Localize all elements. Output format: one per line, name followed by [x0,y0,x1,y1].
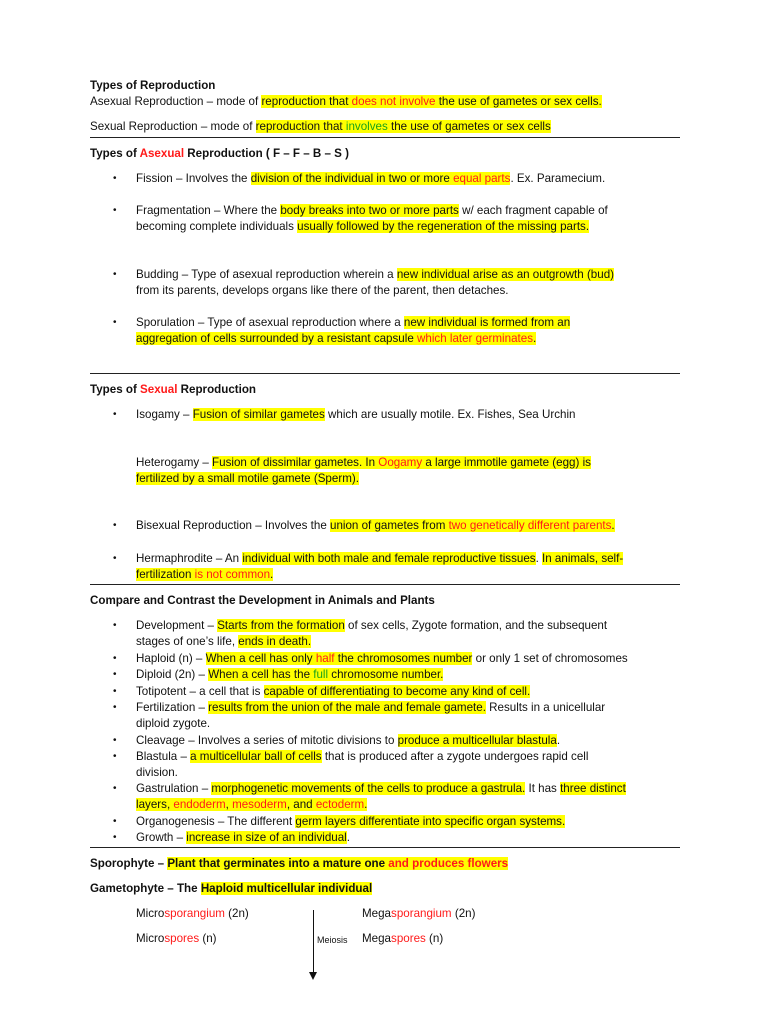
bullet-icon: • [113,751,117,762]
highlighted-text: When a cell has the [208,668,314,681]
text-run: Results in a unicellular [485,701,606,714]
text-run: from its parents, develops organs like there of the parent, then detaches. [136,284,509,297]
bullet-icon: • [113,173,117,184]
text-run: Totipotent – a cell that is [136,685,264,698]
highlighted-text: mesoderm [232,798,287,811]
text-run: . Ex. Paramecium. [510,172,606,185]
highlighted-text: , [225,798,233,811]
highlighted-text: ectoderm [315,798,365,811]
bullet-icon: • [113,832,117,843]
highlighted-text: division of the individual in two or more [250,172,454,185]
text-run: Fission – Involves the [136,172,251,185]
text-run: Haploid (n) – [136,652,206,665]
highlighted-text: Fusion of similar gametes [192,408,325,421]
text-line [136,733,560,748]
text-line [136,171,605,186]
text-line [362,931,443,946]
highlighted-text: the use of gametes or sex cells. [435,95,602,108]
text-run: Sporulation – Type of asexual reproduction where a [136,316,404,329]
highlighted-text: fertilized by a small motile gamete (Sperm). [136,472,359,485]
text-line [136,567,273,582]
text-run: or only 1 set of chromosomes [472,652,628,665]
text-run: (2n) [451,907,476,920]
text-run: Micro [136,932,165,945]
text-run: of sex cells, Zygote formation, and the subsequent [344,619,608,632]
highlighted-text: endoderm [173,798,226,811]
text-line [90,78,215,93]
text-line [136,331,536,346]
text-run: Sexual [140,383,178,396]
bullet-icon: • [113,669,117,680]
bullet-icon: • [113,653,117,664]
highlighted-text: fertilization [136,568,195,581]
text-line [136,765,178,780]
highlighted-text: , [166,798,174,811]
text-line [90,94,602,109]
text-line [136,716,210,731]
text-run: Organogenesis – The different [136,815,296,828]
text-line [136,219,589,234]
text-run: Types of [90,383,141,396]
text-line [136,814,565,829]
text-line [136,830,350,845]
text-line [136,749,588,764]
text-run: Hermaphrodite – An [136,552,243,565]
text-line [90,382,256,397]
text-run: that is produced after a zygote undergoes rapid cell [321,750,589,763]
highlighted-text: the chromosomes number [334,652,473,665]
highlighted-text: three distinct [560,782,626,795]
text-run: (2n) [224,907,249,920]
divider [90,847,680,848]
text-run: sporangium [391,907,452,920]
highlighted-text: results from the union of the male and female gamete. [208,701,486,714]
text-line [136,471,359,486]
bullet-icon: • [113,816,117,827]
bullet-icon: • [113,702,117,713]
highlighted-text: usually followed by the regeneration of the missing parts. [297,220,590,233]
text-run: Growth – [136,831,187,844]
highlighted-text: does not involve [351,95,436,108]
text-line [136,797,367,812]
highlighted-text: chromosome number. [328,668,444,681]
bullet-icon: • [113,686,117,697]
text-run: Sexual Reproduction – mode of [90,120,256,133]
highlighted-text: the use of gametes or sex cells [387,120,551,133]
meiosis-label: Meiosis [317,935,348,945]
text-run: Budding – Type of asexual reproduction wherein a [136,268,397,281]
highlighted-text: full [313,668,329,681]
highlighted-text: body breaks into two or more parts [280,204,459,217]
highlighted-text: layers [136,798,167,811]
text-line [136,667,443,682]
meiosis-arrow [313,910,314,974]
text-line [136,283,509,298]
text-run: Mega [362,932,392,945]
highlighted-text: , and [286,798,316,811]
text-line [90,119,551,134]
text-run: . [535,552,543,565]
text-line [136,315,570,330]
highlighted-text: When a cell has only [205,652,316,665]
text-run: Cleavage – Involves a series of mitotic divisions to [136,734,398,747]
highlighted-text: and produces flowers [388,857,509,870]
text-run: spores [391,932,426,945]
text-line [136,455,591,470]
highlighted-text: . [533,332,537,345]
highlighted-text: . [611,519,615,532]
text-run: Diploid (2n) – [136,668,209,681]
highlighted-text: which later germinates [417,332,533,345]
text-line [90,146,349,161]
text-line [90,856,508,871]
text-run: Asexual Reproduction – mode of [90,95,262,108]
text-run: Types of [90,147,140,160]
text-line [90,593,435,608]
bullet-icon: • [113,620,117,631]
highlighted-text: aggregation of cells surrounded by a resistant capsule [136,332,417,345]
bullet-icon: • [113,553,117,564]
text-run: Gametophyte – The [90,882,201,895]
text-line [136,267,614,282]
highlighted-text: new individual arise as an outgrowth (bud) [396,268,615,281]
text-line [136,203,608,218]
highlighted-text: equal parts [453,172,511,185]
text-line [136,551,623,566]
highlighted-text: reproduction that [255,120,346,133]
text-run: stages of one’s life, [136,635,239,648]
highlighted-text: morphogenetic movements of the cells to produce a gastrula. [211,782,526,795]
bullet-icon: • [113,735,117,746]
text-line [136,781,626,796]
text-run: Isogamy – [136,408,193,421]
highlighted-text: a large immotile gamete (egg) is [422,456,591,469]
text-run: division. [136,766,178,779]
text-run: Bisexual Reproduction – Involves the [136,519,330,532]
bullet-icon: • [113,783,117,794]
highlighted-text: germ layers differentiate into specific organ systems. [295,815,566,828]
bullet-icon: • [113,269,117,280]
text-run: spores [164,932,200,945]
highlighted-text: Fusion of dissimilar gametes. In [212,456,379,469]
highlighted-text: In animals, self- [542,552,624,565]
highlighted-text: ends in death. [238,635,312,648]
text-run: (n) [199,932,217,945]
text-run: . [556,734,561,747]
text-line [136,407,575,422]
highlighted-text: reproduction that [261,95,352,108]
bullet-icon: • [113,520,117,531]
text-run: Mega [362,907,392,920]
highlighted-text: Plant that germinates into a mature one [167,857,389,870]
text-line [90,881,372,896]
highlighted-text: Haploid multicellular individual [200,882,373,895]
highlighted-text: new individual is formed from an [403,316,571,329]
text-run: It has [525,782,561,795]
highlighted-text: involves [345,120,388,133]
text-run: Development – [136,619,218,632]
text-run: Sporophyte – [90,857,168,870]
text-run: w/ each fragment capable of [458,204,608,217]
text-line [136,906,249,921]
text-line [362,906,475,921]
text-run: which are usually motile. Ex. Fishes, Sea Urchin [324,408,576,421]
text-run: diploid zygote. [136,717,211,730]
divider [90,584,680,585]
bullet-icon: • [113,205,117,216]
text-run: Gastrulation – [136,782,212,795]
text-run: Blastula – [136,750,191,763]
highlighted-text: is not common [194,568,271,581]
highlighted-text: two genetically different parents [448,519,612,532]
divider [90,137,680,138]
text-run: Micro [136,907,165,920]
text-line [136,518,615,533]
highlighted-text: increase in size of an individual [186,831,347,844]
bullet-icon: • [113,409,117,420]
bullet-icon: • [113,317,117,328]
text-line [136,931,217,946]
highlighted-text: Starts from the formation [217,619,345,632]
text-run: becoming complete individuals [136,220,298,233]
text-line [136,700,605,715]
highlighted-text: half [315,652,335,665]
text-run: (n) [425,932,444,945]
text-run: Types of Reproduction [90,79,216,92]
arrow-down-icon [309,972,317,980]
text-line [136,684,530,699]
text-line [136,651,628,666]
text-run: . [346,831,350,844]
highlighted-text: union of gametes from [330,519,449,532]
highlighted-text: individual with both male and female reproductive tissues [242,552,536,565]
text-run: Asexual [139,147,185,160]
highlighted-text: produce a multicellular blastula [397,734,557,747]
text-line [136,634,311,649]
highlighted-text: . [270,568,274,581]
text-run: Reproduction ( F – F – B – S ) [184,147,349,160]
highlighted-text: a multicellular ball of cells [190,750,322,763]
highlighted-text: . [364,798,368,811]
text-run: Fertilization – [136,701,209,714]
divider [90,373,680,374]
text-run: Heterogamy – [136,456,213,469]
text-run: sporangium [164,907,225,920]
text-run: Reproduction [177,383,257,396]
highlighted-text: capable of differentiating to become any kind of cell. [263,685,531,698]
text-run: Compare and Contrast the Development in Animals and Plants [90,594,435,607]
highlighted-text: Oogamy [378,456,423,469]
text-run: Fragmentation – Where the [136,204,281,217]
text-line [136,618,607,633]
